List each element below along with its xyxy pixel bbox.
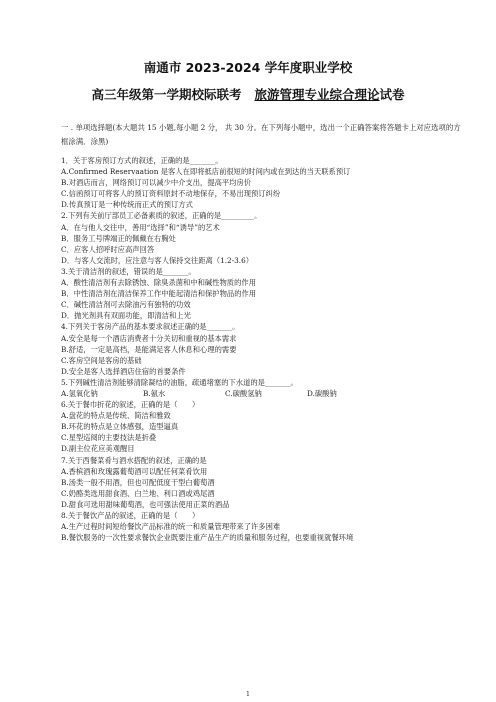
question-line: 4.下列关于客房产品的基本要求叙述正确的是_______。 <box>61 322 240 332</box>
question-line: D．抛光剂具有双面功能，即清洁和上光 <box>61 311 191 321</box>
question-line: B.餐饮服务的一次性要求餐饮企业既要注重产品生产的质量和服务过程，也要重视就餐环境 <box>61 533 354 543</box>
question-line: 7.关于西餐菜肴与酒水搭配的叙述，正确的是 <box>61 455 207 465</box>
exam-title-line2 <box>0 85 496 103</box>
question-line: A.香槟酒和玫瑰露葡萄酒可以配任何菜肴饮用 <box>61 466 208 476</box>
question-line: A．在与他人交往中，善用“选择”和“诱导”的艺术 <box>61 222 220 232</box>
question-line: B.汤类一般不用酒，但也可配低度干型白葡萄酒 <box>61 477 215 487</box>
exam-title-part-c: 试卷 <box>379 87 405 102</box>
question-line: C．碱性清洁剂可去除油污有独特的功效 <box>61 300 191 310</box>
option-text: A.氢氧化钠 <box>61 388 98 398</box>
section-instructions: 一 . 单项选择题(本大题共 15 小题,每小题 2 分， 共 30 分。在下列每小题中，选出一个正确答案将答题卡上对应选项的方框涂满．涂黑) <box>61 123 461 146</box>
question-line: D.传真预订是一种传统而正式的预订方式 <box>61 200 193 210</box>
question-line: 5.下列碱性清洁剂能够清除凝结的油脂，疏通堵塞的下水道的是_______。 <box>61 377 298 387</box>
question-line: D．与客人交流时，应注意与客人保持交往距离（1.2-3.6） <box>61 255 254 265</box>
question-line: A.生产过程时间短给餐饮产品标准的统一和质量管理带来了许多困难 <box>61 522 281 532</box>
question-line: B.舒适，一定是高档，是能满足客人休息和心理的需要 <box>61 344 237 354</box>
question-list <box>61 155 481 543</box>
question-line: A.安全是每一个酒店消费者十分关切和重视的基本需求 <box>61 333 237 343</box>
option-text: D.碳酸钠 <box>307 388 337 398</box>
question-line: 1．关于客房预订方式的叙述，正确的是_______。 <box>61 156 223 165</box>
question-line: 3.关于清洁剂的叙述，错误的是_______。 <box>61 266 196 276</box>
question-line: D.副主位花应美观醒目 <box>61 444 135 454</box>
page-number: 1 <box>245 690 251 698</box>
question-line: A．酸性清洁剂有去除锈蚀、除臭杀菌和中和碱性物质的作用 <box>61 278 256 288</box>
question-line: A.Confirmed Reservaation 是客人在即将抵店前很短的时间内或在到达的当天联系预订 <box>61 167 351 177</box>
question-line: C.奶酪类选用甜食酒、白兰地、利口酒或鸡尾酒 <box>61 488 215 498</box>
question-line: C.客房空间是客房的基础 <box>61 355 142 365</box>
question-line: B．服务工号牌端正的佩戴在右胸处 <box>61 233 176 243</box>
question-line: B．中性清洁剂在清洁保养工作中能起清洁和保护物品的作用 <box>61 289 257 299</box>
question-line: D.甜食可选用甜味葡萄酒，也可强法使用正菜的酒品 <box>61 499 230 509</box>
exam-title-part-a: 高三年级第一学期校际联考 <box>91 87 242 102</box>
question-line: B.对酒店而言，网络预订可以减少中介支出，提高平均房价 <box>61 178 252 188</box>
question-line: 2.下列有关前厅部员工必备素质的叙述，正确的是_________。 <box>61 211 262 221</box>
option-text: B.氨水 <box>143 388 166 398</box>
question-line: A.盘花的特点是传统、简洁和雅致 <box>61 411 171 421</box>
option-text: C.碳酸氢钠 <box>225 388 262 398</box>
question-line: 8.关于餐饮产品的叙述，正确的是（ ） <box>61 511 200 520</box>
question-line: B.环花的特点是立体感强，造型逼真 <box>61 422 179 432</box>
exam-title-part-b: 旅游管理专业综合理论 <box>254 87 380 102</box>
question-line: C.信函预订可将客人的预订资料原封不动地保存，不易出现预订纠纷 <box>61 189 281 199</box>
question-line: C.星型巡阅的主要技法是折叠 <box>61 433 157 443</box>
question-5-options <box>61 388 481 399</box>
question-line: 6.关于餐巾折花的叙述，正确的是（ ） <box>61 400 200 410</box>
exam-title-line1: 南通市 2023-2024 学年度职业学校 <box>143 60 353 75</box>
question-line: C．应客人招呼时应高声回答 <box>61 244 155 254</box>
question-line: D.安全是客人选择酒店住宿的首要条件 <box>61 366 186 376</box>
